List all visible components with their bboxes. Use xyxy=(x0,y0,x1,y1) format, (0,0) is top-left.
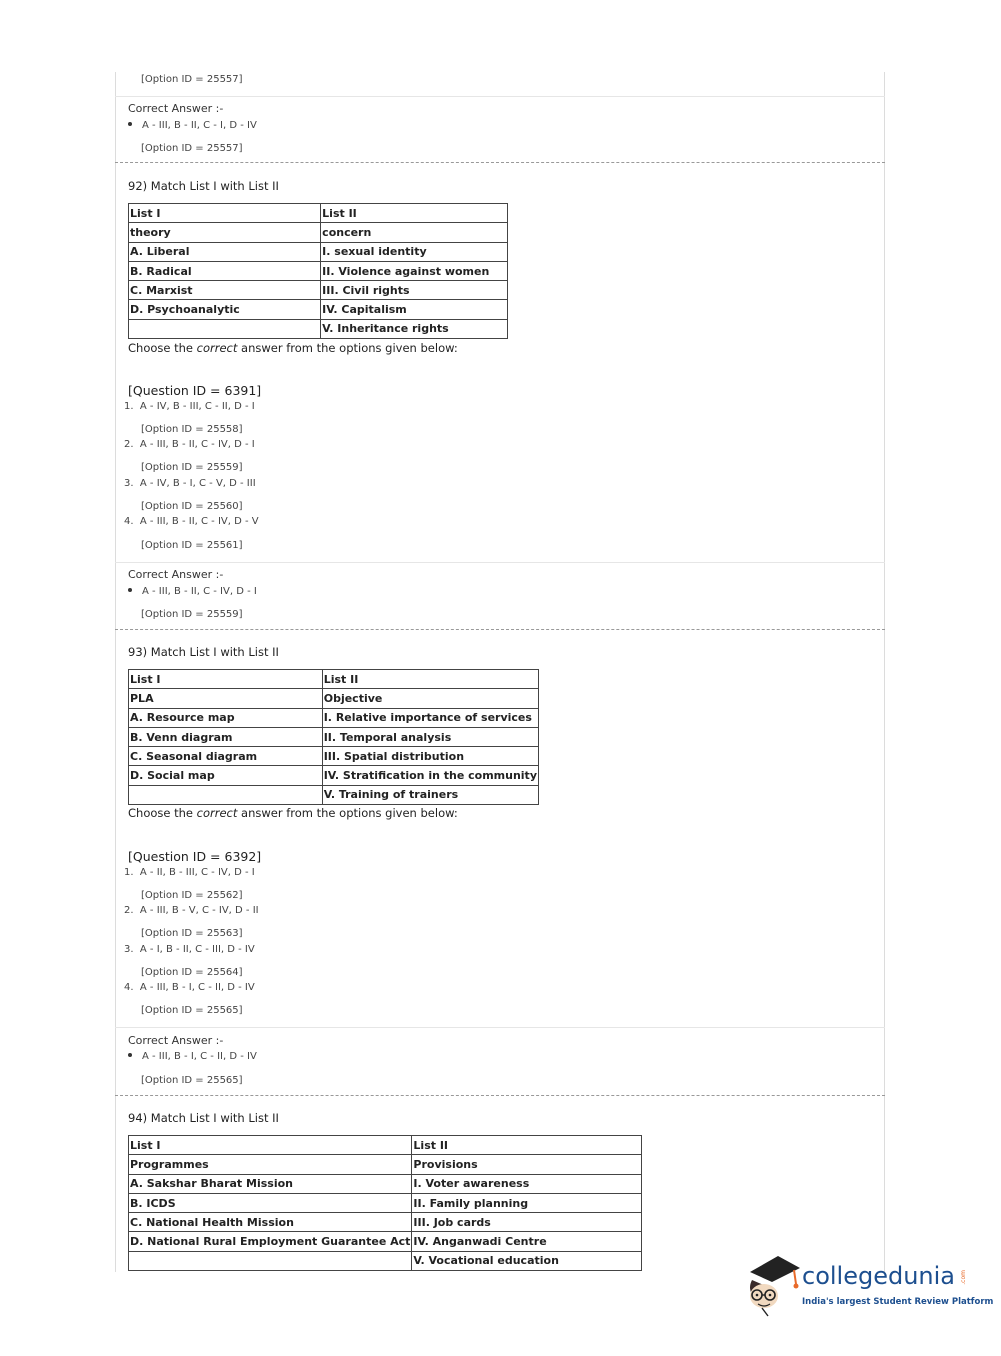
list-1-cell: D. Social map xyxy=(129,766,323,785)
table-row xyxy=(129,1213,642,1232)
list-2-cell: III. Spatial distribution xyxy=(322,747,538,766)
list-1-cell: D. Psychoanalytic xyxy=(129,300,321,319)
table-row xyxy=(129,242,508,261)
option-item: 4. A - III, B - I, C - II, D - IV xyxy=(124,982,255,993)
option-item: 2. A - III, B - V, C - IV, D - II xyxy=(124,905,259,916)
list-2-cell: II. Family planning xyxy=(412,1193,642,1212)
match-table xyxy=(128,669,539,805)
list-1-cell: C. Seasonal diagram xyxy=(129,747,323,766)
option-item: 4. A - III, B - II, C - IV, D - V xyxy=(124,516,259,527)
option-item: 1. A - II, B - III, C - IV, D - I xyxy=(124,867,255,878)
list-2-cell: III. Job cards xyxy=(412,1213,642,1232)
match-table xyxy=(128,1135,642,1271)
table-row xyxy=(129,261,508,280)
question-id: [Question ID = 6391] xyxy=(128,383,262,398)
option-id: [Option ID = 25560] xyxy=(141,501,243,512)
list-1-cell: B. Radical xyxy=(129,261,321,280)
logo-tagline: India's largest Student Review Platform xyxy=(802,1297,994,1307)
option-id: [Option ID = 25561] xyxy=(141,540,243,551)
logo-wordmark: collegedunia xyxy=(802,1262,956,1290)
match-table xyxy=(128,203,508,339)
list-1-cell: List I xyxy=(129,670,323,689)
list-2-cell: Objective xyxy=(322,689,538,708)
list-2-cell: V. Training of trainers xyxy=(322,785,538,804)
table-row xyxy=(129,204,508,223)
correct-option-id: [Option ID = 25557] xyxy=(141,143,243,154)
list-1-cell: C. National Health Mission xyxy=(129,1213,412,1232)
question-title: 93) Match List I with List II xyxy=(128,645,279,659)
question-title: 94) Match List I with List II xyxy=(128,1111,279,1125)
list-2-cell: V. Vocational education xyxy=(412,1251,642,1270)
correct-answer xyxy=(128,1051,257,1062)
question-id: [Question ID = 6392] xyxy=(128,849,262,864)
table-row xyxy=(129,223,508,242)
list-1-cell: A. Sakshar Bharat Mission xyxy=(129,1174,412,1193)
list-2-cell: List II xyxy=(321,204,508,223)
correct-option-id: [Option ID = 25565] xyxy=(141,1075,243,1086)
question-separator xyxy=(115,1095,885,1096)
bullet-icon xyxy=(128,1053,132,1057)
list-2-cell: II. Temporal analysis xyxy=(322,727,538,746)
correct-answer xyxy=(128,586,257,597)
list-2-cell: V. Inheritance rights xyxy=(321,319,508,338)
list-1-cell: List I xyxy=(129,204,321,223)
option-id: [Option ID = 25562] xyxy=(141,890,243,901)
question-separator xyxy=(115,629,885,630)
list-2-cell: Provisions xyxy=(412,1155,642,1174)
list-2-cell: I. Relative importance of services xyxy=(322,708,538,727)
list-1-cell xyxy=(129,319,321,338)
list-2-cell: II. Violence against women xyxy=(321,261,508,280)
question-separator xyxy=(115,162,885,163)
option-item: 2. A - III, B - II, C - IV, D - I xyxy=(124,439,255,450)
logo-suffix: .com xyxy=(960,1270,967,1285)
table-row xyxy=(129,785,539,804)
divider xyxy=(115,562,885,563)
table-row xyxy=(129,766,539,785)
option-id: [Option ID = 25565] xyxy=(141,1005,243,1016)
table-row xyxy=(129,1193,642,1212)
correct-answer-value: A - III, B - II, C - I, D - IV xyxy=(142,120,257,131)
table-row xyxy=(129,1174,642,1193)
list-2-cell: I. Voter awareness xyxy=(412,1174,642,1193)
list-2-cell: IV. Anganwadi Centre xyxy=(412,1232,642,1251)
option-id: [Option ID = 25563] xyxy=(141,928,243,939)
correct-answer xyxy=(128,120,257,131)
list-1-cell: B. Venn diagram xyxy=(129,727,323,746)
list-1-cell: List I xyxy=(129,1136,412,1155)
table-row xyxy=(129,1136,642,1155)
table-row xyxy=(129,1155,642,1174)
correct-answer-value: A - III, B - II, C - IV, D - I xyxy=(142,586,257,597)
list-2-cell: List II xyxy=(322,670,538,689)
table-row xyxy=(129,747,539,766)
mascot-icon xyxy=(742,1250,802,1320)
correct-answer-label: Correct Answer :- xyxy=(128,102,224,115)
table-row xyxy=(129,727,539,746)
correct-answer-label: Correct Answer :- xyxy=(128,1034,224,1047)
list-2-cell: III. Civil rights xyxy=(321,281,508,300)
bullet-icon xyxy=(128,122,132,126)
option-id: [Option ID = 25564] xyxy=(141,967,243,978)
correct-option-id: [Option ID = 25559] xyxy=(141,609,243,620)
table-row xyxy=(129,670,539,689)
option-item: 3. A - IV, B - I, C - V, D - III xyxy=(124,478,256,489)
instruction: Choose the correct answer from the options given below: xyxy=(128,806,458,820)
option-id: [Option ID = 25557] xyxy=(141,74,243,85)
list-2-cell: IV. Stratification in the community xyxy=(322,766,538,785)
list-1-cell: D. National Rural Employment Guarantee Act xyxy=(129,1232,412,1251)
option-item: 3. A - I, B - II, C - III, D - IV xyxy=(124,944,255,955)
option-id: [Option ID = 25559] xyxy=(141,462,243,473)
correct-answer-value: A - III, B - I, C - II, D - IV xyxy=(142,1051,257,1062)
table-row xyxy=(129,708,539,727)
correct-answer-label: Correct Answer :- xyxy=(128,568,224,581)
list-2-cell: concern xyxy=(321,223,508,242)
table-row xyxy=(129,1251,642,1270)
divider xyxy=(115,1027,885,1028)
list-1-cell: PLA xyxy=(129,689,323,708)
list-1-cell: C. Marxist xyxy=(129,281,321,300)
table-row xyxy=(129,319,508,338)
table-row xyxy=(129,281,508,300)
bullet-icon xyxy=(128,588,132,592)
list-1-cell xyxy=(129,785,323,804)
divider xyxy=(115,96,885,97)
list-1-cell xyxy=(129,1251,412,1270)
list-2-cell: I. sexual identity xyxy=(321,242,508,261)
list-2-cell: List II xyxy=(412,1136,642,1155)
list-1-cell: Programmes xyxy=(129,1155,412,1174)
table-row xyxy=(129,689,539,708)
option-item: 1. A - IV, B - III, C - II, D - I xyxy=(124,401,255,412)
list-1-cell: A. Liberal xyxy=(129,242,321,261)
list-1-cell: A. Resource map xyxy=(129,708,323,727)
table-row xyxy=(129,1232,642,1251)
question-title: 92) Match List I with List II xyxy=(128,179,279,193)
list-2-cell: IV. Capitalism xyxy=(321,300,508,319)
list-1-cell: B. ICDS xyxy=(129,1193,412,1212)
option-id: [Option ID = 25558] xyxy=(141,424,243,435)
table-row xyxy=(129,300,508,319)
list-1-cell: theory xyxy=(129,223,321,242)
collegedunia-logo xyxy=(742,1250,994,1320)
instruction: Choose the correct answer from the options given below: xyxy=(128,341,458,355)
